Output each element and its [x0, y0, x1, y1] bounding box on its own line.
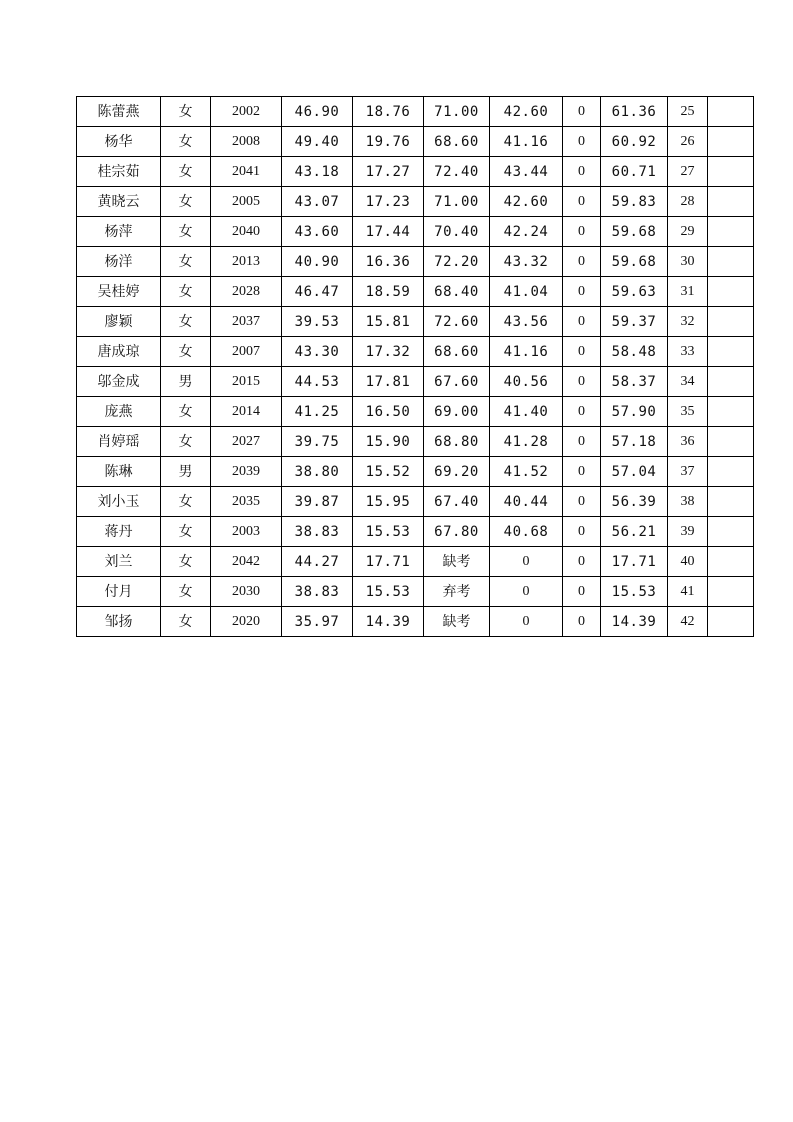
score-c-cell: 68.60 [424, 127, 490, 157]
score-b-cell: 17.71 [353, 547, 424, 577]
score-c-cell: 71.00 [424, 187, 490, 217]
id-cell: 2007 [211, 337, 282, 367]
table-row [77, 457, 754, 487]
score-a-cell: 43.60 [282, 217, 353, 247]
rank-cell: 38 [668, 487, 708, 517]
gender-cell: 女 [161, 547, 211, 577]
bonus-cell: 0 [563, 217, 601, 247]
table-row [77, 547, 754, 577]
gender-cell: 女 [161, 97, 211, 127]
score-a-cell: 39.53 [282, 307, 353, 337]
score-a-cell: 39.75 [282, 427, 353, 457]
bonus-cell: 0 [563, 247, 601, 277]
total-cell: 14.39 [601, 607, 668, 637]
score-d-cell: 40.56 [490, 367, 563, 397]
rank-cell: 29 [668, 217, 708, 247]
gender-cell: 女 [161, 187, 211, 217]
note-cell [708, 577, 754, 607]
score-d-cell: 43.32 [490, 247, 563, 277]
gender-cell: 女 [161, 517, 211, 547]
total-cell: 57.04 [601, 457, 668, 487]
score-d-cell: 41.04 [490, 277, 563, 307]
bonus-cell: 0 [563, 157, 601, 187]
score-b-cell: 16.36 [353, 247, 424, 277]
score-d-cell: 43.56 [490, 307, 563, 337]
id-cell: 2014 [211, 397, 282, 427]
name-cell: 廖颖 [77, 307, 161, 337]
table-row [77, 607, 754, 637]
score-b-cell: 15.52 [353, 457, 424, 487]
table-row [77, 187, 754, 217]
score-a-cell: 43.07 [282, 187, 353, 217]
total-cell: 59.37 [601, 307, 668, 337]
total-cell: 59.68 [601, 217, 668, 247]
name-cell: 杨洋 [77, 247, 161, 277]
name-cell: 桂宗茹 [77, 157, 161, 187]
note-cell [708, 427, 754, 457]
table-row [77, 367, 754, 397]
table-row [77, 487, 754, 517]
id-cell: 2028 [211, 277, 282, 307]
rank-cell: 35 [668, 397, 708, 427]
score-d-cell: 41.52 [490, 457, 563, 487]
rank-cell: 41 [668, 577, 708, 607]
score-b-cell: 17.81 [353, 367, 424, 397]
id-cell: 2008 [211, 127, 282, 157]
rank-cell: 31 [668, 277, 708, 307]
bonus-cell: 0 [563, 97, 601, 127]
score-d-cell: 43.44 [490, 157, 563, 187]
rank-cell: 37 [668, 457, 708, 487]
bonus-cell: 0 [563, 607, 601, 637]
table-row [77, 217, 754, 247]
score-a-cell: 46.47 [282, 277, 353, 307]
bonus-cell: 0 [563, 457, 601, 487]
note-cell [708, 217, 754, 247]
total-cell: 60.71 [601, 157, 668, 187]
total-cell: 57.90 [601, 397, 668, 427]
score-c-cell: 67.60 [424, 367, 490, 397]
score-a-cell: 39.87 [282, 487, 353, 517]
gender-cell: 女 [161, 487, 211, 517]
note-cell [708, 457, 754, 487]
score-c-cell: 70.40 [424, 217, 490, 247]
score-b-cell: 16.50 [353, 397, 424, 427]
score-b-cell: 17.23 [353, 187, 424, 217]
bonus-cell: 0 [563, 337, 601, 367]
id-cell: 2037 [211, 307, 282, 337]
name-cell: 唐成琼 [77, 337, 161, 367]
rank-cell: 26 [668, 127, 708, 157]
gender-cell: 女 [161, 217, 211, 247]
score-c-cell: 72.40 [424, 157, 490, 187]
rank-cell: 27 [668, 157, 708, 187]
total-cell: 58.37 [601, 367, 668, 397]
note-cell [708, 367, 754, 397]
table-row [77, 337, 754, 367]
name-cell: 黄晓云 [77, 187, 161, 217]
gender-cell: 女 [161, 337, 211, 367]
id-cell: 2040 [211, 217, 282, 247]
name-cell: 肖婷瑶 [77, 427, 161, 457]
bonus-cell: 0 [563, 427, 601, 457]
total-cell: 57.18 [601, 427, 668, 457]
table-row [77, 307, 754, 337]
table-row [77, 397, 754, 427]
score-c-cell: 缺考 [424, 607, 490, 637]
score-c-cell: 71.00 [424, 97, 490, 127]
bonus-cell: 0 [563, 547, 601, 577]
rank-cell: 34 [668, 367, 708, 397]
score-c-cell: 68.40 [424, 277, 490, 307]
score-d-cell: 0 [490, 607, 563, 637]
id-cell: 2013 [211, 247, 282, 277]
id-cell: 2042 [211, 547, 282, 577]
table-row [77, 157, 754, 187]
score-table [76, 96, 754, 637]
id-cell: 2030 [211, 577, 282, 607]
score-c-cell: 69.00 [424, 397, 490, 427]
score-c-cell: 72.60 [424, 307, 490, 337]
score-c-cell: 72.20 [424, 247, 490, 277]
gender-cell: 女 [161, 577, 211, 607]
bonus-cell: 0 [563, 277, 601, 307]
score-b-cell: 17.44 [353, 217, 424, 247]
name-cell: 吴桂婷 [77, 277, 161, 307]
score-c-cell: 67.80 [424, 517, 490, 547]
score-d-cell: 41.16 [490, 337, 563, 367]
rank-cell: 42 [668, 607, 708, 637]
score-d-cell: 40.68 [490, 517, 563, 547]
bonus-cell: 0 [563, 367, 601, 397]
score-a-cell: 41.25 [282, 397, 353, 427]
score-b-cell: 15.53 [353, 517, 424, 547]
score-b-cell: 15.95 [353, 487, 424, 517]
score-a-cell: 35.97 [282, 607, 353, 637]
note-cell [708, 97, 754, 127]
score-d-cell: 40.44 [490, 487, 563, 517]
score-d-cell: 41.16 [490, 127, 563, 157]
rank-cell: 33 [668, 337, 708, 367]
bonus-cell: 0 [563, 397, 601, 427]
score-c-cell: 67.40 [424, 487, 490, 517]
total-cell: 59.68 [601, 247, 668, 277]
id-cell: 2035 [211, 487, 282, 517]
gender-cell: 女 [161, 277, 211, 307]
score-d-cell: 41.28 [490, 427, 563, 457]
gender-cell: 男 [161, 367, 211, 397]
note-cell [708, 127, 754, 157]
total-cell: 60.92 [601, 127, 668, 157]
bonus-cell: 0 [563, 577, 601, 607]
score-b-cell: 15.81 [353, 307, 424, 337]
id-cell: 2005 [211, 187, 282, 217]
score-d-cell: 41.40 [490, 397, 563, 427]
score-b-cell: 17.27 [353, 157, 424, 187]
bonus-cell: 0 [563, 187, 601, 217]
score-b-cell: 19.76 [353, 127, 424, 157]
name-cell: 杨萍 [77, 217, 161, 247]
rank-cell: 25 [668, 97, 708, 127]
table-row [77, 247, 754, 277]
name-cell: 刘小玉 [77, 487, 161, 517]
id-cell: 2002 [211, 97, 282, 127]
rank-cell: 36 [668, 427, 708, 457]
id-cell: 2027 [211, 427, 282, 457]
total-cell: 17.71 [601, 547, 668, 577]
note-cell [708, 157, 754, 187]
score-b-cell: 18.76 [353, 97, 424, 127]
table-row [77, 517, 754, 547]
score-a-cell: 38.83 [282, 577, 353, 607]
gender-cell: 女 [161, 427, 211, 457]
bonus-cell: 0 [563, 307, 601, 337]
id-cell: 2003 [211, 517, 282, 547]
gender-cell: 女 [161, 127, 211, 157]
note-cell [708, 487, 754, 517]
note-cell [708, 247, 754, 277]
rank-cell: 32 [668, 307, 708, 337]
name-cell: 付月 [77, 577, 161, 607]
id-cell: 2020 [211, 607, 282, 637]
bonus-cell: 0 [563, 517, 601, 547]
score-b-cell: 14.39 [353, 607, 424, 637]
name-cell: 刘兰 [77, 547, 161, 577]
score-b-cell: 18.59 [353, 277, 424, 307]
total-cell: 15.53 [601, 577, 668, 607]
bonus-cell: 0 [563, 487, 601, 517]
score-d-cell: 42.24 [490, 217, 563, 247]
score-d-cell: 42.60 [490, 97, 563, 127]
total-cell: 56.21 [601, 517, 668, 547]
score-a-cell: 43.30 [282, 337, 353, 367]
score-a-cell: 43.18 [282, 157, 353, 187]
name-cell: 陈蕾燕 [77, 97, 161, 127]
table-row [77, 277, 754, 307]
rank-cell: 40 [668, 547, 708, 577]
note-cell [708, 307, 754, 337]
score-d-cell: 0 [490, 577, 563, 607]
rank-cell: 28 [668, 187, 708, 217]
score-c-cell: 69.20 [424, 457, 490, 487]
total-cell: 61.36 [601, 97, 668, 127]
gender-cell: 女 [161, 307, 211, 337]
total-cell: 59.83 [601, 187, 668, 217]
score-d-cell: 0 [490, 547, 563, 577]
score-d-cell: 42.60 [490, 187, 563, 217]
gender-cell: 男 [161, 457, 211, 487]
score-b-cell: 15.53 [353, 577, 424, 607]
name-cell: 邬金成 [77, 367, 161, 397]
score-c-cell: 68.60 [424, 337, 490, 367]
score-c-cell: 缺考 [424, 547, 490, 577]
rank-cell: 30 [668, 247, 708, 277]
note-cell [708, 187, 754, 217]
total-cell: 59.63 [601, 277, 668, 307]
score-b-cell: 15.90 [353, 427, 424, 457]
note-cell [708, 547, 754, 577]
score-a-cell: 44.27 [282, 547, 353, 577]
bonus-cell: 0 [563, 127, 601, 157]
name-cell: 邹扬 [77, 607, 161, 637]
name-cell: 陈琳 [77, 457, 161, 487]
score-a-cell: 44.53 [282, 367, 353, 397]
id-cell: 2039 [211, 457, 282, 487]
gender-cell: 女 [161, 607, 211, 637]
score-table-body [77, 97, 754, 637]
id-cell: 2015 [211, 367, 282, 397]
note-cell [708, 607, 754, 637]
table-row [77, 577, 754, 607]
table-row [77, 127, 754, 157]
table-row [77, 97, 754, 127]
score-a-cell: 40.90 [282, 247, 353, 277]
score-a-cell: 38.80 [282, 457, 353, 487]
note-cell [708, 277, 754, 307]
name-cell: 蒋丹 [77, 517, 161, 547]
total-cell: 58.48 [601, 337, 668, 367]
name-cell: 庞燕 [77, 397, 161, 427]
score-c-cell: 弃考 [424, 577, 490, 607]
score-a-cell: 49.40 [282, 127, 353, 157]
total-cell: 56.39 [601, 487, 668, 517]
note-cell [708, 337, 754, 367]
name-cell: 杨华 [77, 127, 161, 157]
rank-cell: 39 [668, 517, 708, 547]
note-cell [708, 397, 754, 427]
gender-cell: 女 [161, 247, 211, 277]
note-cell [708, 517, 754, 547]
score-a-cell: 38.83 [282, 517, 353, 547]
score-c-cell: 68.80 [424, 427, 490, 457]
score-a-cell: 46.90 [282, 97, 353, 127]
score-b-cell: 17.32 [353, 337, 424, 367]
gender-cell: 女 [161, 157, 211, 187]
id-cell: 2041 [211, 157, 282, 187]
table-row [77, 427, 754, 457]
gender-cell: 女 [161, 397, 211, 427]
